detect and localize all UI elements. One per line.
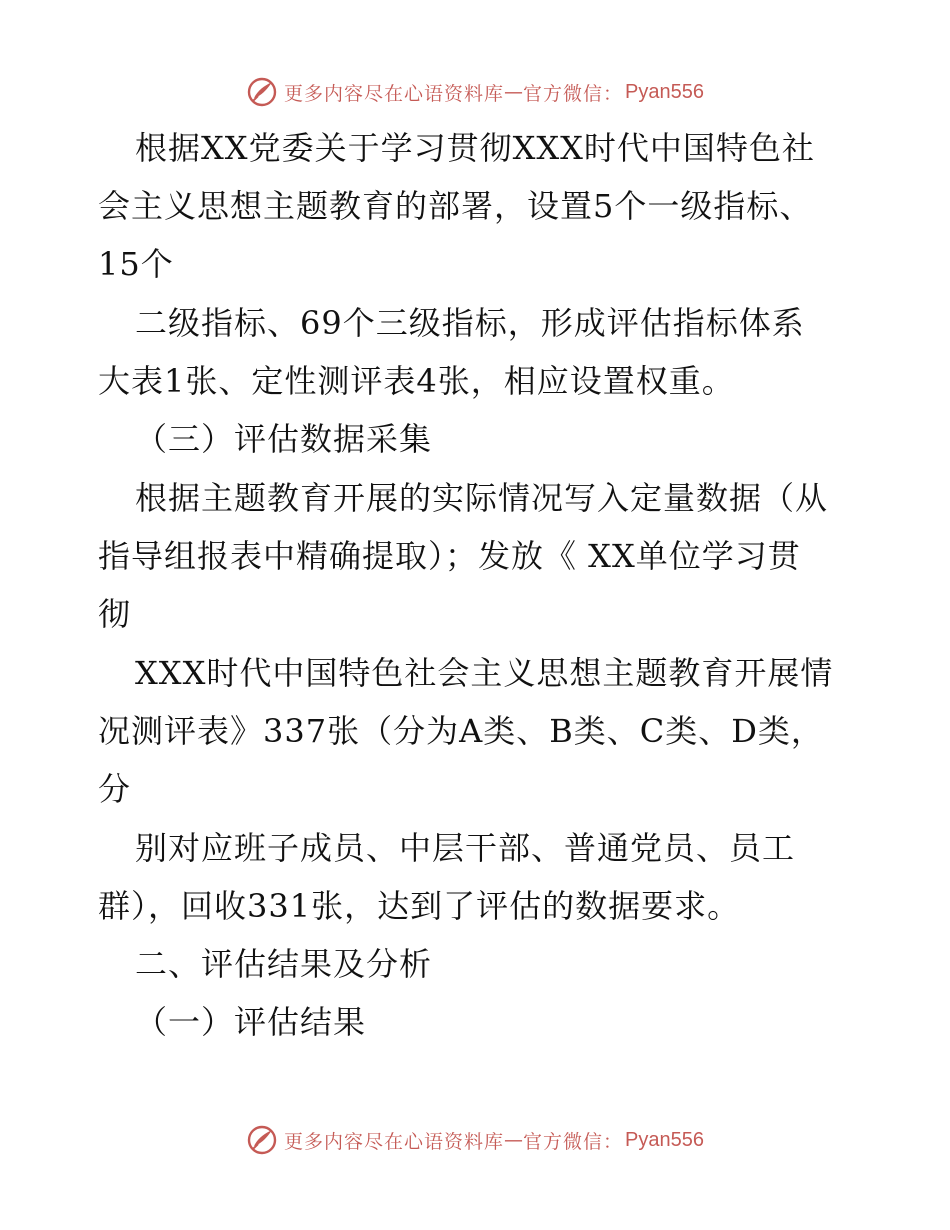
section-heading: 二、评估结果及分析 — [135, 945, 433, 983]
paragraph-line: XXX时代中国特色社会主义思想主题教育开展情 — [135, 654, 834, 692]
banner-wechat-id: Pyan556 — [625, 80, 704, 103]
banner-title: 更多内容尽在心语资料库 — [284, 1130, 505, 1153]
paragraph-line: 大表1张、定性测评表4张，相应设置权重。 — [98, 362, 735, 400]
paragraph-line: 别对应班子成员、中层干部、普通党员、员工 — [135, 829, 796, 867]
banner-dash: — — [504, 81, 524, 103]
section-heading: （三）评估数据采集 — [135, 420, 433, 458]
paragraph-line: 根据XX党委关于学习贯彻XXX时代中国特色社 — [135, 129, 815, 167]
paragraph-line: 况测评表》337张（分为A类、B类、C类、D类， — [98, 712, 824, 750]
paragraph-line: 群），回收331张，达到了评估的数据要求。 — [98, 887, 741, 925]
banner-wechat-id: Pyan556 — [625, 1128, 704, 1151]
banner-wechat-label: 官方微信： — [523, 82, 624, 105]
banner-title: 更多内容尽在心语资料库 — [284, 82, 505, 105]
paragraph-line: 根据主题教育开展的实际情况写入定量数据（从 — [135, 479, 829, 517]
quill-logo-icon — [246, 1124, 278, 1156]
banner-wechat-label: 官方微信： — [523, 1130, 624, 1153]
quill-logo-icon — [246, 76, 278, 108]
paragraph-line: 指导组报表中精确提取）；发放《 XX单位学习贯 — [98, 537, 801, 575]
footer-banner — [0, 1120, 950, 1160]
banner-dash: — — [504, 1129, 524, 1151]
paragraph-line: 15个 — [98, 245, 174, 283]
paragraph-line: 分 — [98, 770, 132, 808]
header-banner — [0, 72, 950, 112]
section-heading: （一）评估结果 — [135, 1003, 367, 1041]
paragraph-line: 彻 — [98, 595, 132, 633]
paragraph-line: 会主义思想主题教育的部署，设置5个一级指标、 — [98, 187, 813, 225]
paragraph-line: 二级指标、69个三级指标，形成评估指标体系 — [135, 304, 805, 342]
